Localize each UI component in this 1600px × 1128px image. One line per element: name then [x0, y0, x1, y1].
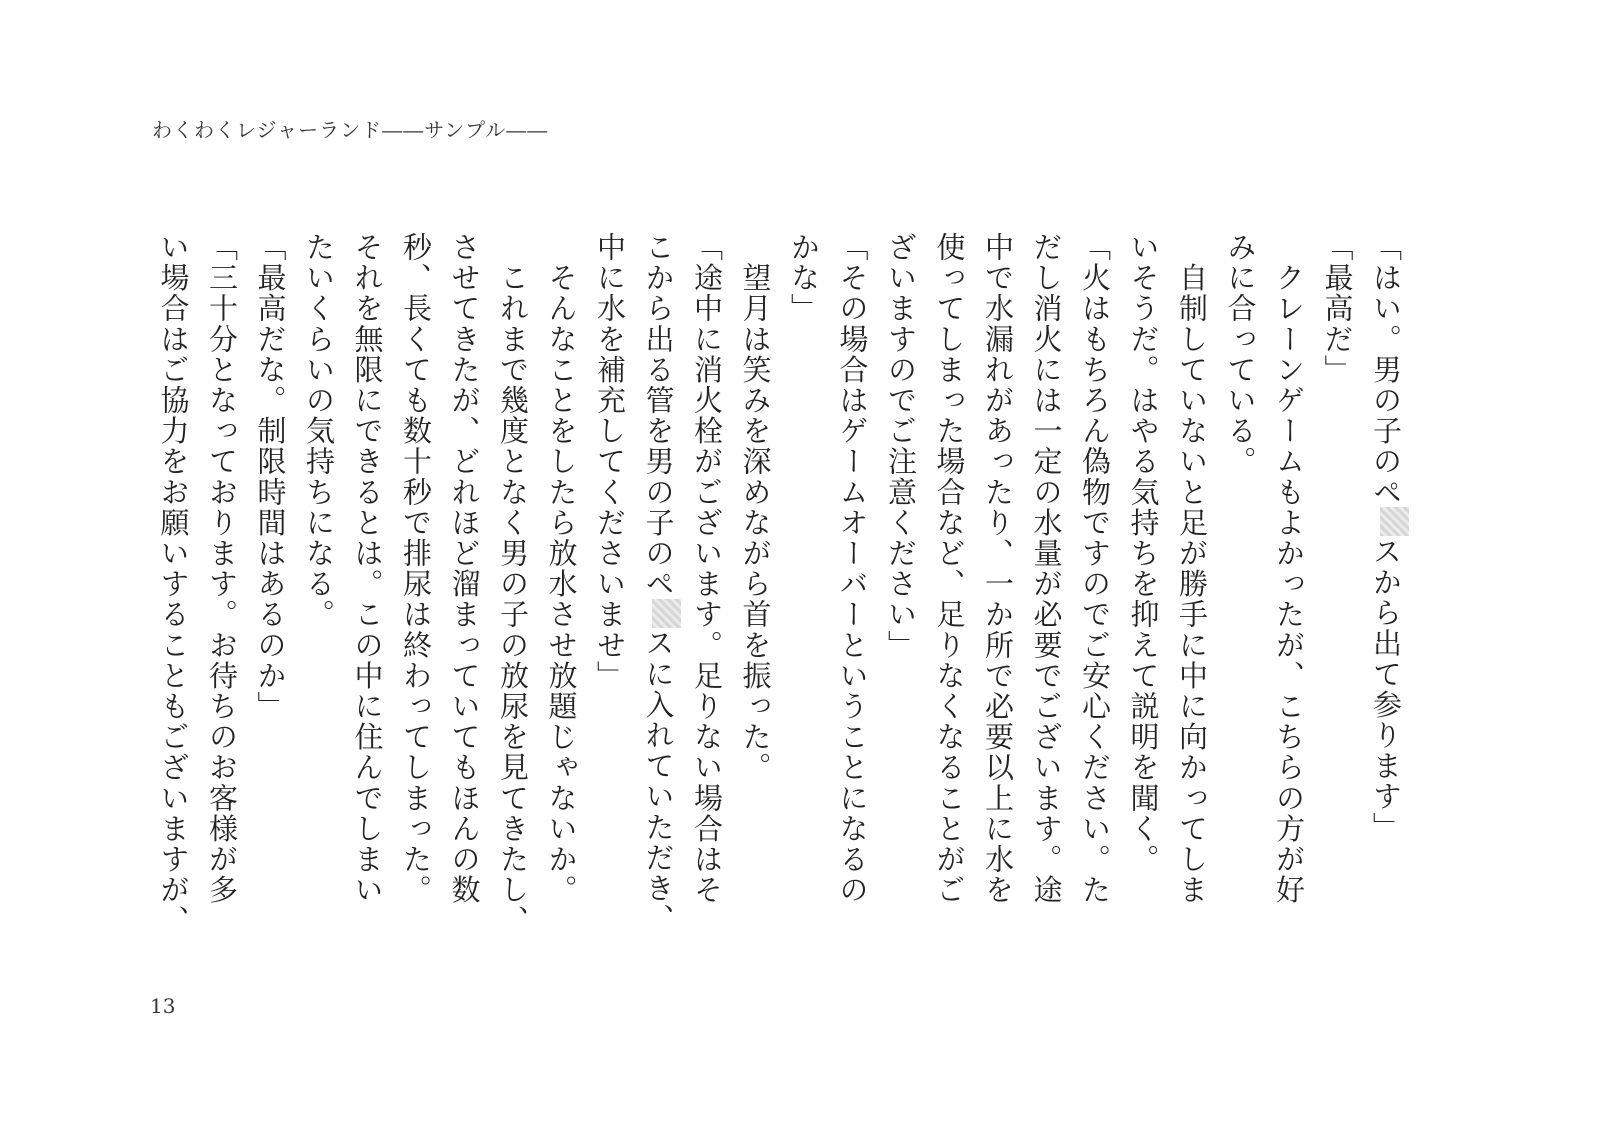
- text-line: 「その場合はゲームオーバーということになるの: [835, 232, 870, 906]
- text-line: 「最高だな。制限時間はあるのか」: [253, 232, 288, 722]
- text-line: こから出る管を男の子のペスに入れていただき、: [634, 232, 683, 952]
- text-line: 望月は笑みを深めながら首を振った。: [738, 232, 773, 783]
- text-line: そんなことをしたら放水させ放題じゃないか。: [544, 232, 579, 906]
- text-line: 自制していないと足が勝手に中に向かってしま: [1175, 232, 1209, 906]
- text-line: 「途中に消火栓がございます。足りない場合はそ: [690, 232, 724, 906]
- text-line: 「三十分となっております。お待ちのお客様が多: [205, 232, 239, 906]
- censor-mosaic: [1380, 507, 1409, 536]
- text-line: い場合はご協力をお願いすることもございますが、: [156, 232, 191, 936]
- text-line: 使ってしまった場合など、足りなくなることがご: [932, 232, 967, 906]
- text-line: かな」: [787, 232, 821, 324]
- text-line: だし消火には一定の水量が必要でございます。途: [1029, 232, 1064, 906]
- vertical-body-text: [156, 232, 1410, 952]
- text-line: いそうだ。はやる気持ちを抑えて説明を聞く。: [1126, 232, 1161, 875]
- censor-mosaic: [652, 599, 681, 628]
- text-line: クレーンゲームもよかったが、こちらの方が好: [1272, 232, 1306, 906]
- text-line: 中に水を補充してくださいませ」: [593, 232, 627, 691]
- text-line: 中で水漏れがあったり、一か所で必要以上に水を: [981, 232, 1015, 906]
- text-line: これまで幾度となく男の子の放尿を見てきたし、: [496, 232, 530, 936]
- text-line: させてきたが、どれほど溜まっていてもほんの数: [447, 232, 482, 906]
- text-line: 「火はもちろん偽物ですのでご安心ください。た: [1078, 232, 1112, 906]
- text-line: 秒、長くても数十秒で排尿は終わってしまった。: [399, 232, 433, 906]
- running-header: わくわくレジャーランド――サンプル――: [152, 118, 549, 142]
- page-number: 13: [150, 994, 176, 1018]
- text-line: みに合っている。: [1223, 232, 1258, 477]
- text-line: 「はい。男の子のペスから出て参ります」: [1362, 232, 1411, 952]
- text-line: 「最高だ」: [1320, 232, 1355, 385]
- text-line: たいくらいの気持ちになる。: [302, 232, 336, 630]
- text-line: ざいますのでご注意ください」: [884, 232, 918, 661]
- text-line: それを無限にできるとは。この中に住んでしまい: [350, 232, 385, 906]
